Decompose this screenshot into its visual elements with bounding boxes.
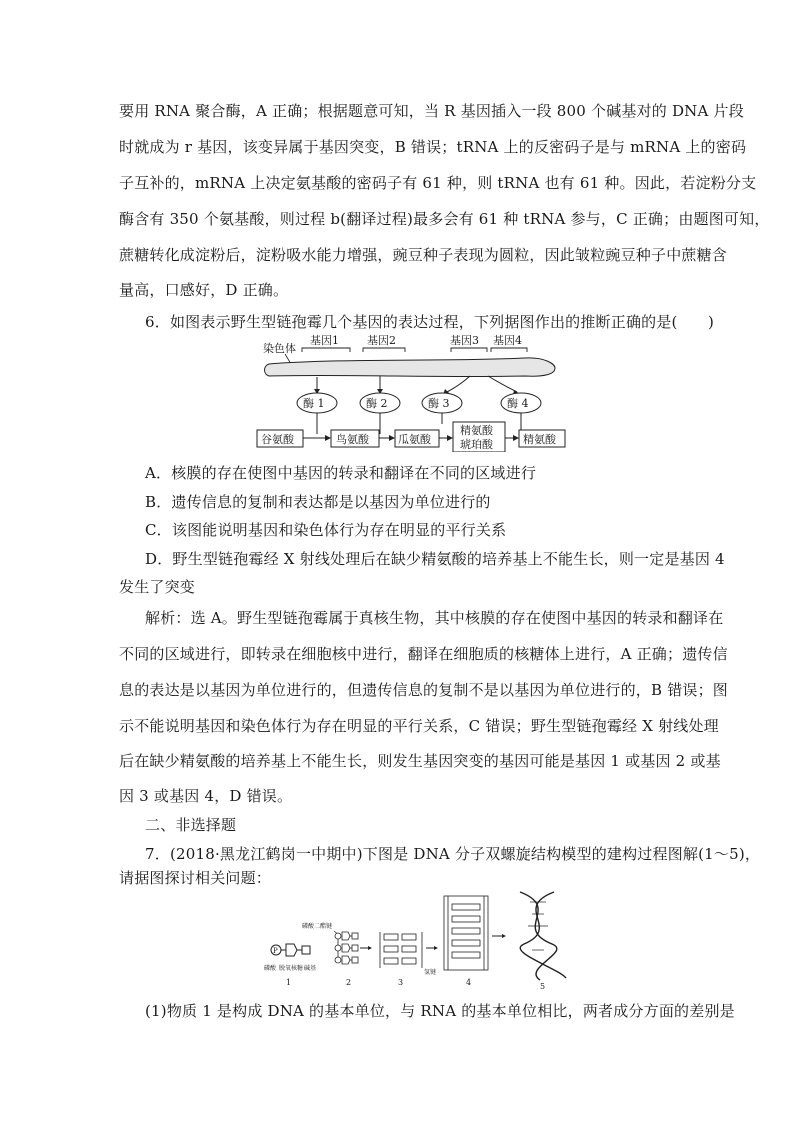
enzyme-3: 酶 3 [428, 397, 450, 410]
stage-number: 1 [286, 978, 292, 987]
analysis-line: 息的表达是以基因为单位进行的，但遗传信息的复制不是以基因为单位进行的，B 错误；图 [119, 681, 728, 699]
chromosome-label: 染色体 [263, 342, 296, 355]
question-6-stem: 6．如图表示野生型链孢霉几个基因的表达过程，下列据图作出的推断正确的是( ) [145, 313, 715, 331]
text-line: 子互补的，mRNA 上决定氨基酸的密码子有 61 种，则 tRNA 也有 61 种。因此，若淀粉分支 [119, 174, 757, 192]
text-line: 酶含有 350 个氨基酸，则过程 b(翻译过程)最多会有 61 种 tRNA 参与，C 正确；由题图可知， [119, 210, 770, 228]
stage-number: 2 [346, 978, 352, 987]
gene-3-label: 基因3 [450, 334, 479, 347]
label-base: 碱基 [304, 965, 317, 972]
analysis-line: 后在缺少精氨酸的培养基上不能生长，则发生基因突变的基因可能是基因 1 或基因 2 或基 [119, 752, 721, 770]
phosphate-symbol: P [273, 947, 278, 955]
stage-number: 3 [398, 978, 404, 987]
question-7-stem-cont: 请据图探讨相关问题： [119, 869, 272, 887]
option-d: D．野生型链孢霉经 X 射线处理后在缺少精氨酸的培养基上不能生长，则一定是基因 4 [145, 550, 725, 568]
gene-1-label: 基因1 [310, 334, 339, 347]
enzyme-1: 酶 1 [303, 397, 325, 410]
text-line: 要用 RNA 聚合酶，A 正确；根据题意可知，当 R 基因插入一段 800 个碱基对的 DNA 片段 [119, 102, 744, 120]
analysis-line: 不同的区域进行，即转录在细胞核中进行，翻译在细胞质的核糖体上进行，A 正确；遗传信 [119, 645, 728, 663]
label-deoxyribose: 脱氧核糖 [279, 965, 304, 972]
option-b: B．遗传信息的复制和表达都是以基因为单位进行的 [145, 493, 491, 511]
stage-number: 5 [540, 982, 546, 991]
option-c: C．该图能说明基因和染色体行为存在明显的平行关系 [145, 521, 507, 539]
substance-arginine: 精氨酸 [523, 433, 556, 446]
label-hydrogen-bond: 氢键 [424, 969, 437, 976]
dna-model-diagram [262, 888, 574, 992]
label-phosphodiester: 磷酸二酯键 [302, 923, 333, 930]
gene-2-label: 基因2 [367, 334, 396, 347]
substance-succinate: 琥珀酸 [460, 438, 493, 451]
question-7-stem: 7．(2018·黑龙江鹤岗一中期中)下图是 DNA 分子双螺旋结构模型的建构过程图解(1～5)， [145, 845, 761, 863]
substance-glutamate: 谷氨酸 [261, 433, 294, 446]
substance-citrulline: 瓜氨酸 [398, 433, 431, 446]
substance-ornithine: 鸟氨酸 [336, 433, 369, 446]
analysis-line: 解析：选 A。野生型链孢霉属于真核生物，其中核膜的存在使图中基因的转录和翻译在 [145, 609, 724, 627]
text-line: 时就成为 r 基因，该变异属于基因突变，B 错误；tRNA 上的反密码子是与 mRNA 上的密码 [119, 138, 747, 156]
option-a: A．核膜的存在使图中基因的转录和翻译在不同的区域进行 [145, 464, 537, 482]
analysis-line: 示不能说明基因和染色体行为存在明显的平行关系，C 错误；野生型链孢霉经 X 射线处理 [119, 717, 719, 735]
gene-4-label: 基因4 [493, 334, 522, 347]
stage-number: 4 [466, 978, 472, 987]
enzyme-4: 酶 4 [507, 397, 529, 410]
enzyme-2: 酶 2 [366, 397, 388, 410]
analysis-line: 因 3 或基因 4，D 错误。 [119, 787, 293, 805]
text-line: 量高，口感好，D 正确。 [119, 281, 289, 299]
chromosome-bar [265, 358, 556, 377]
text-line: 蔗糖转化成淀粉后，淀粉吸水能力增强，豌豆种子表现为圆粒，因此皱粒豌豆种子中蔗糖含 [119, 246, 728, 264]
question-7-part-1: (1)物质 1 是构成 DNA 的基本单位，与 RNA 的基本单位相比，两者成分方面的差别是 [145, 1002, 735, 1020]
gene-expression-diagram [255, 330, 575, 452]
section-heading: 二、非选择题 [145, 816, 237, 834]
substance-arginino: 精氨酸 [460, 424, 493, 437]
label-phosphate: 磷酸 [264, 965, 277, 972]
option-d-cont: 发生了突变 [119, 578, 196, 596]
